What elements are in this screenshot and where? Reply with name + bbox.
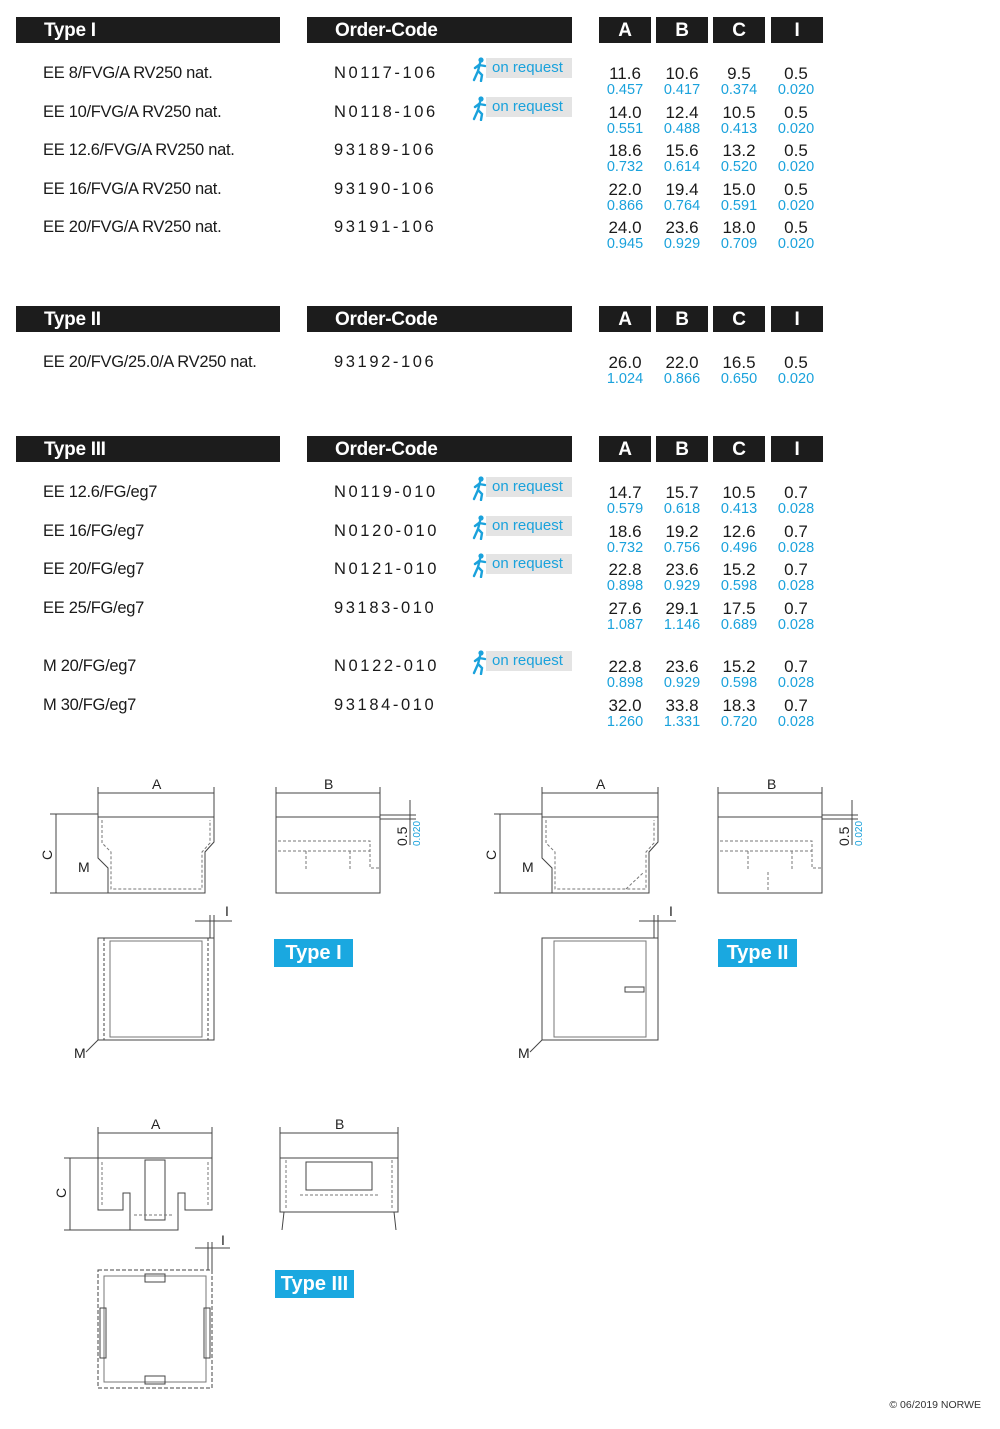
dim-mm-a: 22.8 <box>608 657 642 676</box>
type-2-badge: Type II <box>718 939 797 967</box>
dim-mm-i: 0.5 <box>784 353 808 372</box>
on-request-label: on request <box>492 516 563 534</box>
order-code: N0122-010 <box>334 657 440 675</box>
dim-mm-i: 0.7 <box>784 560 808 579</box>
dim-label-a: A <box>596 776 606 792</box>
dim-label-c: C <box>39 849 55 860</box>
dim-mm-c: 9.5 <box>727 64 751 83</box>
product-name: EE 12.6/FG/eg7 <box>43 483 158 501</box>
dim-label-m: M <box>522 859 534 875</box>
dim-inch-i: 0.028 <box>777 501 815 517</box>
dim-mm-i: 0.7 <box>784 598 808 618</box>
dim-mm-c: 15.0 <box>722 179 756 199</box>
dim-mm-a: 27.6 <box>608 598 642 618</box>
dim-inch-b: 0.929 <box>663 236 701 252</box>
dim-header-b: B <box>656 17 708 43</box>
dim-inch-a: 0.866 <box>606 197 644 214</box>
dim-mm-a: 14.0 <box>608 102 642 122</box>
dim-inch-c: 0.598 <box>720 675 758 691</box>
on-request-label: on request <box>492 97 563 115</box>
type-1-badge: Type I <box>274 939 353 967</box>
dim-label-c: C <box>53 1187 69 1198</box>
product-name: M 30/FG/eg7 <box>43 695 136 714</box>
dim-mm-b: 33.8 <box>665 695 699 715</box>
dim-mm-i: 0.5 <box>784 218 808 237</box>
product-name: EE 20/FVG/A RV250 nat. <box>43 218 222 236</box>
dim-inch-i: 0.020 <box>777 371 815 387</box>
dim-inch-i: 0.028 <box>777 616 815 633</box>
dim-mm-a: 32.0 <box>608 695 642 715</box>
on-request-label: on request <box>492 478 563 495</box>
section-title: Type I <box>16 17 280 43</box>
order-code-header: Order-Code <box>307 17 572 43</box>
dim-inch-c: 0.496 <box>720 539 758 556</box>
dim-inch-c: 0.413 <box>720 501 758 517</box>
dim-label-b: B <box>767 776 777 792</box>
dim-inch-a: 0.898 <box>606 578 644 594</box>
dim-inch-c: 0.413 <box>720 120 758 137</box>
dim-header-i: I <box>771 436 823 462</box>
product-name: EE 20/FVG/25.0/A RV250 nat. <box>43 353 257 371</box>
dim-mm-b: 23.6 <box>665 657 699 676</box>
order-code-header: Order-Code <box>307 436 572 462</box>
dim-mm-a: 22.8 <box>608 560 642 579</box>
thickness-mm: 0.5 <box>836 826 852 846</box>
dim-inch-b: 1.331 <box>663 713 701 730</box>
dim-inch-i: 0.020 <box>777 82 815 98</box>
on-request-label: on request <box>492 59 563 76</box>
dim-mm-i: 0.7 <box>784 521 808 541</box>
dim-mm-b: 10.6 <box>665 64 699 83</box>
dim-inch-a: 0.551 <box>606 120 644 137</box>
dim-mm-i: 0.7 <box>784 695 808 715</box>
dim-mm-a: 11.6 <box>609 64 641 83</box>
dim-header-b: B <box>656 306 708 332</box>
thickness-inch: 0.020 <box>854 820 865 846</box>
order-code: N0118-106 <box>334 102 438 121</box>
dim-mm-i: 0.5 <box>784 102 808 122</box>
dim-mm-i: 0.5 <box>784 179 808 199</box>
order-code: 93190-106 <box>334 179 437 198</box>
dim-inch-i: 0.020 <box>777 197 815 214</box>
order-code: 93191-106 <box>334 218 437 236</box>
type-3-drawing <box>53 1116 398 1388</box>
order-code: N0121-010 <box>334 560 440 578</box>
dim-inch-a: 0.457 <box>606 82 644 98</box>
dim-inch-c: 0.709 <box>720 236 758 252</box>
order-code: 93192-106 <box>334 353 437 371</box>
dim-inch-i: 0.020 <box>777 159 815 175</box>
dim-label-i: I <box>221 1232 225 1248</box>
dim-mm-a: 18.6 <box>608 141 642 160</box>
dim-label-b: B <box>324 776 334 792</box>
product-name: EE 16/FG/eg7 <box>43 521 144 540</box>
dim-mm-c: 13.2 <box>722 141 756 160</box>
dim-mm-i: 0.5 <box>784 141 808 160</box>
dim-inch-b: 0.488 <box>663 120 701 137</box>
dim-header-i: I <box>771 306 823 332</box>
dim-mm-b: 12.4 <box>665 102 699 122</box>
dim-inch-a: 0.579 <box>606 501 644 517</box>
dim-mm-i: 0.5 <box>784 64 808 83</box>
dim-inch-b: 0.866 <box>663 371 701 387</box>
section-title: Type III <box>16 436 280 462</box>
section-title: Type II <box>16 306 280 332</box>
dim-inch-i: 0.028 <box>777 539 815 556</box>
dim-label-i: I <box>225 903 229 919</box>
order-code: 93183-010 <box>334 598 437 617</box>
dim-inch-b: 1.146 <box>663 616 701 633</box>
dim-mm-c: 17.5 <box>722 598 756 618</box>
dim-mm-c: 16.5 <box>722 353 756 372</box>
dim-inch-b: 0.756 <box>663 539 701 556</box>
dim-mm-b: 29.1 <box>665 598 699 618</box>
dim-mm-c: 10.5 <box>722 102 756 122</box>
dim-label-c: C <box>483 849 499 860</box>
dim-inch-a: 0.898 <box>606 675 644 691</box>
dim-inch-b: 0.929 <box>663 578 701 594</box>
dim-mm-b: 19.2 <box>665 521 699 541</box>
dim-label-a: A <box>151 1116 161 1132</box>
product-name: EE 12.6/FVG/A RV250 nat. <box>43 141 235 159</box>
order-code: N0119-010 <box>334 483 438 501</box>
dim-inch-i: 0.028 <box>777 675 815 691</box>
dim-inch-a: 0.732 <box>606 159 644 175</box>
dim-mm-i: 0.7 <box>784 657 808 676</box>
dim-mm-a: 18.6 <box>608 521 642 541</box>
dim-inch-b: 0.764 <box>663 197 701 214</box>
dim-inch-c: 0.650 <box>720 371 758 387</box>
dim-header-a: A <box>599 17 651 43</box>
dim-header-a: A <box>599 436 651 462</box>
dim-mm-i: 0.7 <box>784 483 808 502</box>
dim-mm-c: 15.2 <box>722 560 756 579</box>
on-request-label: on request <box>492 555 563 572</box>
dim-inch-b: 0.929 <box>663 675 701 691</box>
on-request-label: on request <box>492 652 563 669</box>
dim-inch-c: 0.591 <box>720 197 758 214</box>
dim-inch-b: 0.614 <box>663 159 701 175</box>
order-code: N0120-010 <box>334 521 440 540</box>
dim-inch-a: 0.732 <box>606 539 644 556</box>
dim-mm-a: 26.0 <box>608 353 642 372</box>
dim-header-i: I <box>771 17 823 43</box>
product-name: M 20/FG/eg7 <box>43 657 136 675</box>
order-code-header: Order-Code <box>307 306 572 332</box>
dim-mm-b: 15.6 <box>665 141 699 160</box>
dim-mm-c: 10.5 <box>722 483 756 502</box>
dim-inch-i: 0.020 <box>777 236 815 252</box>
dim-mm-a: 24.0 <box>608 218 642 237</box>
type-2-drawing <box>483 776 865 1061</box>
dim-mm-c: 15.2 <box>722 657 756 676</box>
dim-mm-c: 12.6 <box>722 521 756 541</box>
dim-inch-c: 0.689 <box>720 616 758 633</box>
thickness-mm: 0.5 <box>394 826 410 846</box>
dim-label-i: I <box>669 903 673 919</box>
type-1-drawing <box>39 776 423 1061</box>
dim-mm-b: 23.6 <box>665 560 699 579</box>
thickness-inch: 0.020 <box>412 820 423 846</box>
dim-mm-b: 19.4 <box>665 179 699 199</box>
dim-inch-c: 0.598 <box>720 578 758 594</box>
dim-inch-c: 0.720 <box>720 713 758 730</box>
type-3-badge: Type III <box>275 1270 354 1298</box>
product-name: EE 16/FVG/A RV250 nat. <box>43 179 222 198</box>
copyright: © 06/2019 NORWE <box>889 1399 981 1411</box>
dim-inch-c: 0.374 <box>720 82 758 98</box>
dim-label-a: A <box>152 776 162 792</box>
dim-inch-b: 0.618 <box>663 501 701 517</box>
dim-mm-a: 14.7 <box>608 483 642 502</box>
dim-label-m: M <box>518 1045 530 1061</box>
dim-label-m: M <box>78 859 90 875</box>
dim-inch-i: 0.028 <box>777 713 815 730</box>
dim-header-c: C <box>713 306 765 332</box>
dim-mm-c: 18.0 <box>722 218 756 237</box>
dim-inch-a: 1.260 <box>606 713 644 730</box>
product-name: EE 25/FG/eg7 <box>43 598 144 617</box>
dim-inch-a: 1.087 <box>606 616 644 633</box>
dim-mm-a: 22.0 <box>608 179 642 199</box>
order-code: N0117-106 <box>334 64 438 82</box>
dim-header-c: C <box>713 436 765 462</box>
dim-label-b: B <box>335 1116 345 1132</box>
order-code: 93189-106 <box>334 141 437 159</box>
dim-inch-b: 0.417 <box>663 82 701 98</box>
dim-header-b: B <box>656 436 708 462</box>
dim-inch-i: 0.028 <box>777 578 815 594</box>
dim-header-c: C <box>713 17 765 43</box>
product-name: EE 20/FG/eg7 <box>43 560 144 578</box>
dim-inch-i: 0.020 <box>777 120 815 137</box>
dim-inch-c: 0.520 <box>720 159 758 175</box>
dim-mm-c: 18.3 <box>722 695 756 715</box>
dim-mm-b: 22.0 <box>665 353 699 372</box>
dim-header-a: A <box>599 306 651 332</box>
product-name: EE 10/FVG/A RV250 nat. <box>43 102 222 121</box>
order-code: 93184-010 <box>334 695 437 714</box>
dim-label-m: M <box>74 1045 86 1061</box>
product-name: EE 8/FVG/A RV250 nat. <box>43 64 213 82</box>
dim-mm-b: 15.7 <box>665 483 699 502</box>
dim-inch-a: 1.024 <box>606 371 644 387</box>
dim-inch-a: 0.945 <box>606 236 644 252</box>
dim-mm-b: 23.6 <box>665 218 699 237</box>
